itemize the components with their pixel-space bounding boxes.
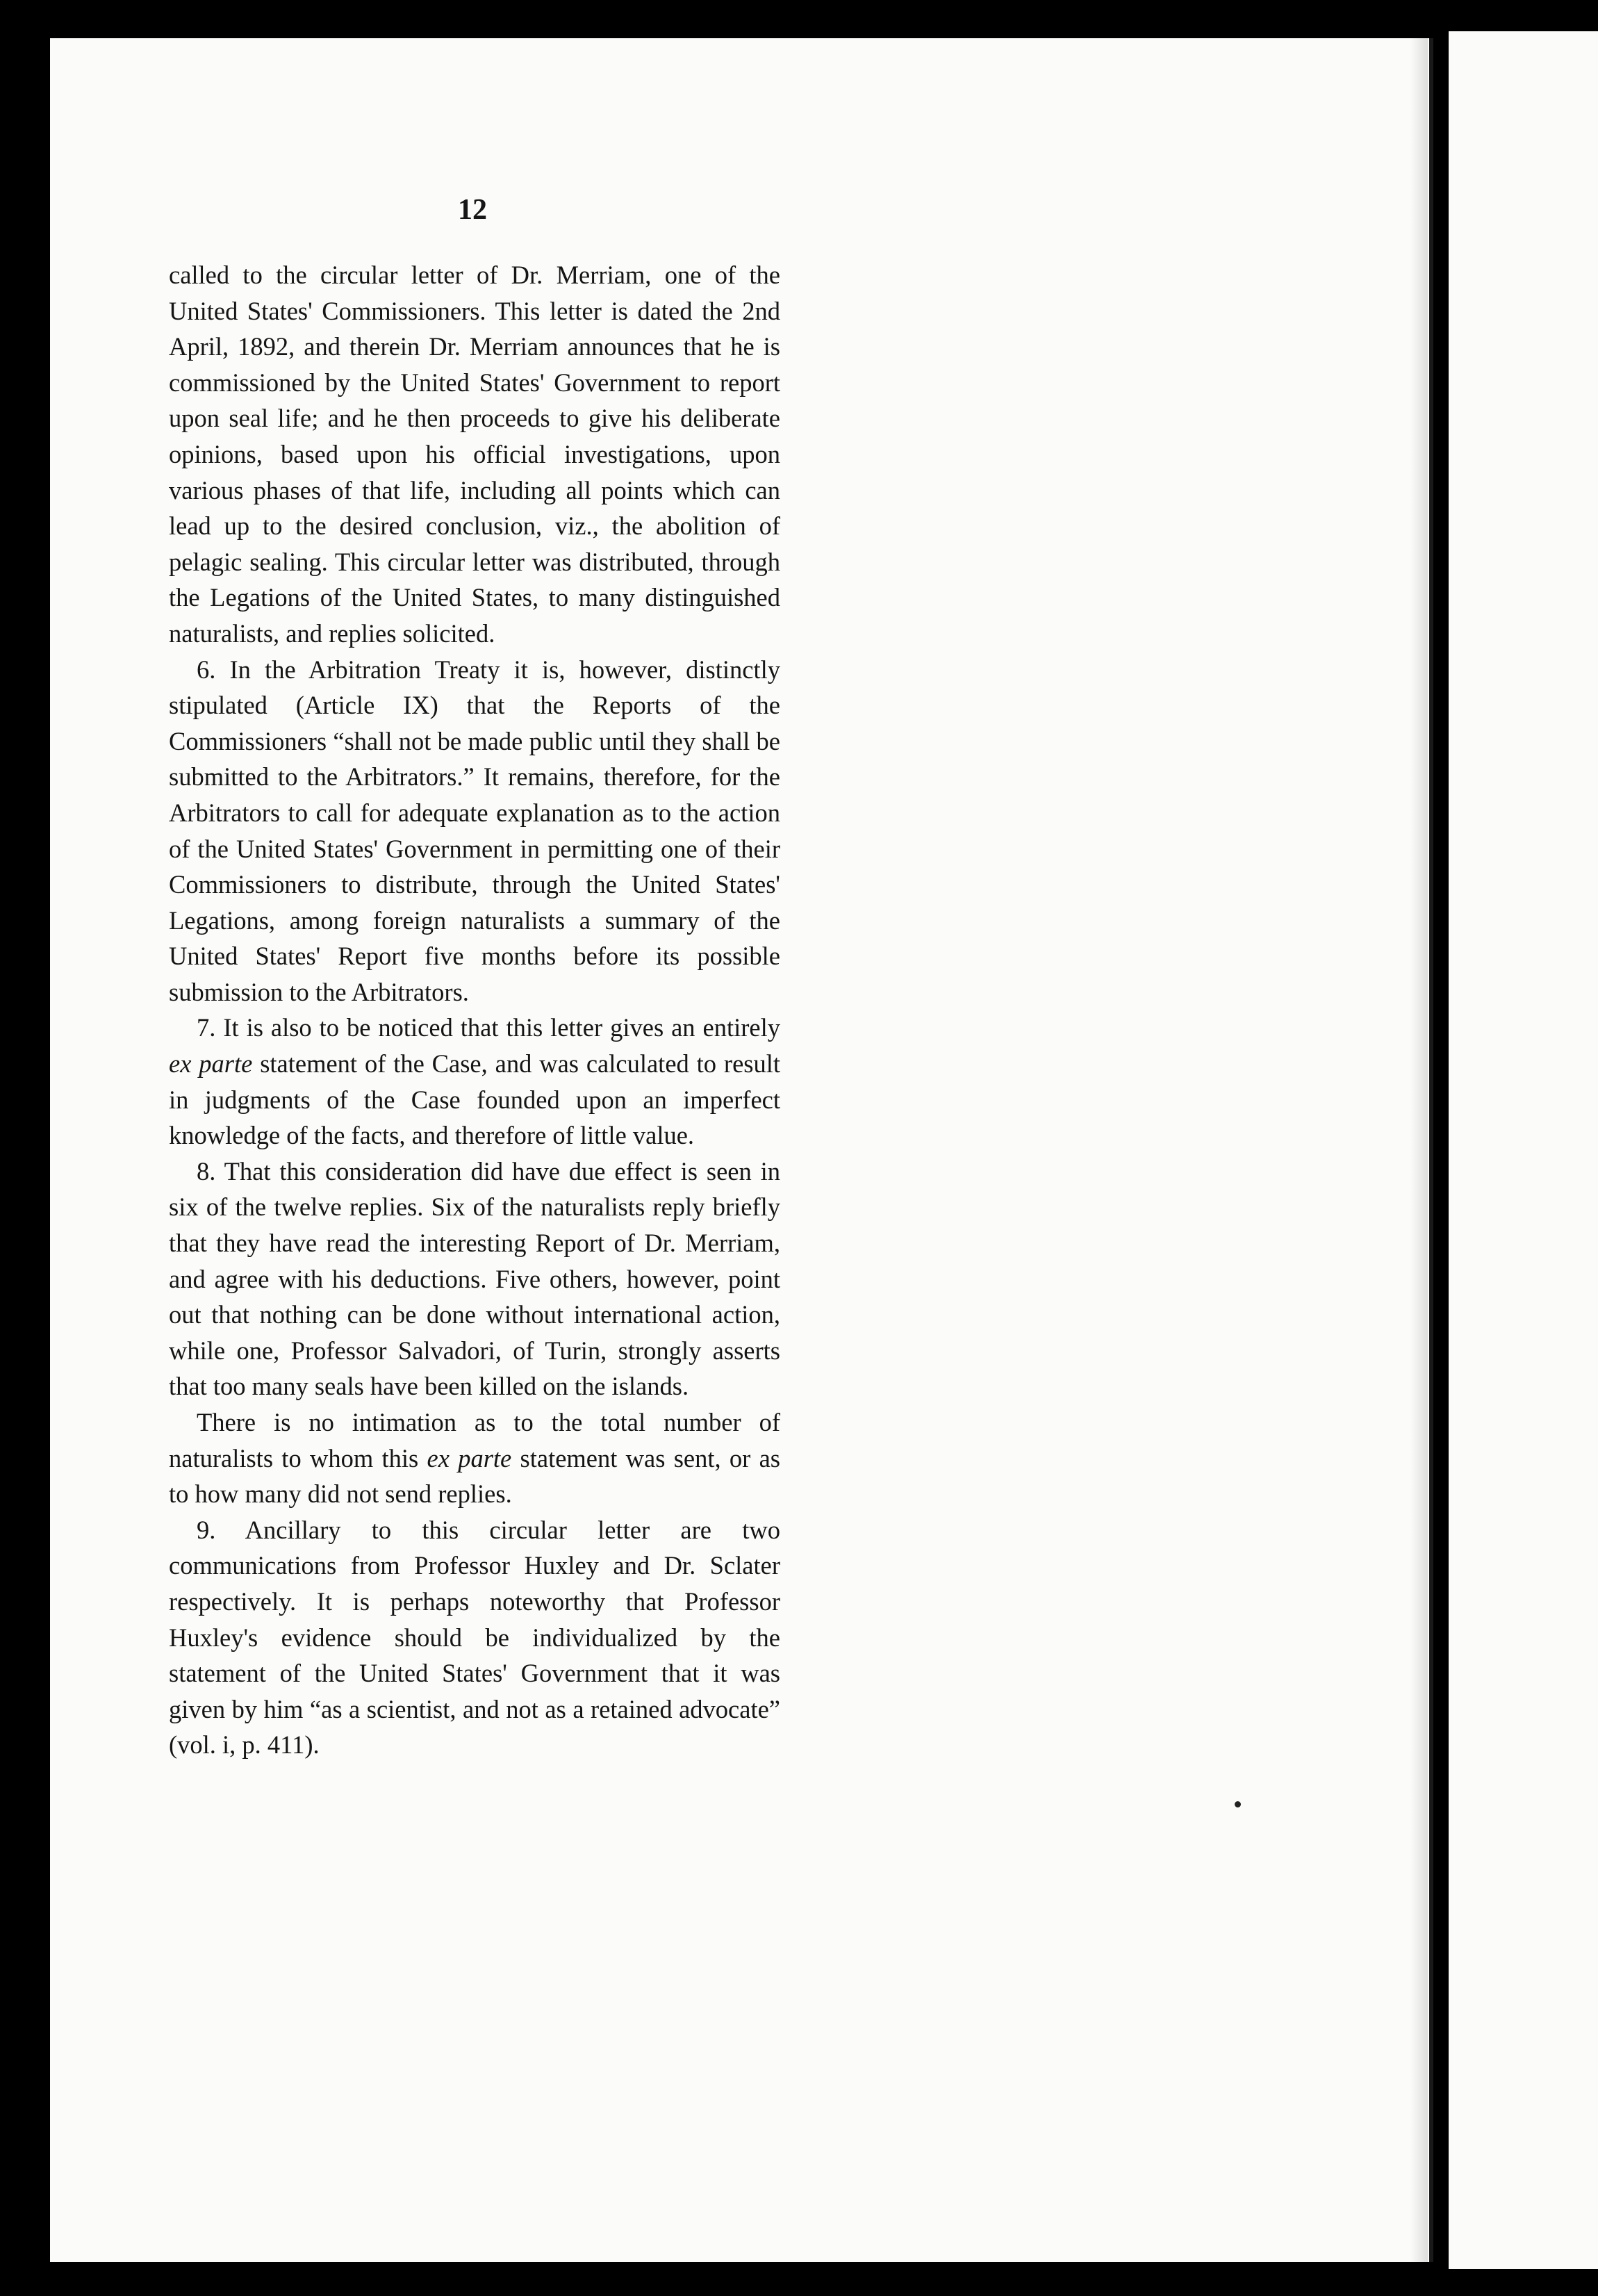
paragraph-continuation: called to the circular letter of Dr. Merriam, one of the United States' Commissioners. This letter is dated the 2nd April, 1892, and therein Dr. Merriam announces that he is commissioned by the United States' Government to report upon seal life; and he then proceeds to give his deliberate opinions, based upon his official investigations, upon various phases of that life, including all points which can lead up to the desired conclusion, viz., the abolition of pelagic sealing. This circular letter was distributed, through the Legations of the United States, to many distinguished naturalists, and replies solicited. [169, 261, 780, 648]
paragraph-7-italic: ex parte [169, 1049, 253, 1079]
gutter-shadow [1410, 38, 1428, 2262]
paragraph-8: 8. That this consideration did have due effect is seen in six of the twelve replies. Six of the naturalists reply briefly that they have read the interesting Report of Dr. Merriam, and agree with his deductions. Five others, however, point out that nothing can be done without international action, while one, Professor Salvadori, of Turin, strongly asserts that too many seals have been killed on the islands. [169, 1156, 780, 1401]
paragraph-6: 6. In the Arbitration Treaty it is, however, distinctly stipulated (Article IX) that the Reports of the Commissioners “shall not be made public until they shall be submitted to the Arbitrators.” It remains, therefore, for the Arbitrators to call for adequate explanation as to the action of the United States' Government in permitting one of their Commissioners to distribute, through the United States' Legations, among foreign naturalists a summary of the United States' Report five months before its possible submission to the Arbitrators. [169, 655, 780, 1006]
body-text [169, 257, 780, 1763]
paragraph-7-rest: statement of the Case, and was calculated to result in judgments of the Case founded upon an imperfect knowledge of the facts, and therefore of little value. [169, 1049, 781, 1150]
right-page [1449, 31, 1598, 2269]
paragraph-7 [169, 1010, 780, 1153]
page-number: 12 [458, 194, 487, 226]
paragraph-9: 9. Ancillary to this circular letter are two communications from Professor Huxley and Dr. Sclater respectively. It is perhaps noteworthy that Professor Huxley's evidence should be individualized by the statement of the United States' Government that it was given by him “as a scientist, and not as a retained advocate” (vol. i, p. 411). [169, 1515, 780, 1760]
scan-speck [1235, 1801, 1241, 1807]
paragraph-8-continued-rest: statement was sent, or as to how many did not send replies. [169, 1443, 780, 1509]
paragraph-8-continued [169, 1404, 780, 1512]
paragraph-8-continued-italic: ex parte [427, 1443, 512, 1473]
paragraph-8-continued-lead: There is no intimation as to the total number of naturalists to whom this [169, 1408, 780, 1473]
paragraph-7-lead: 7. It is also to be noticed that this letter gives an entirely [197, 1013, 780, 1042]
